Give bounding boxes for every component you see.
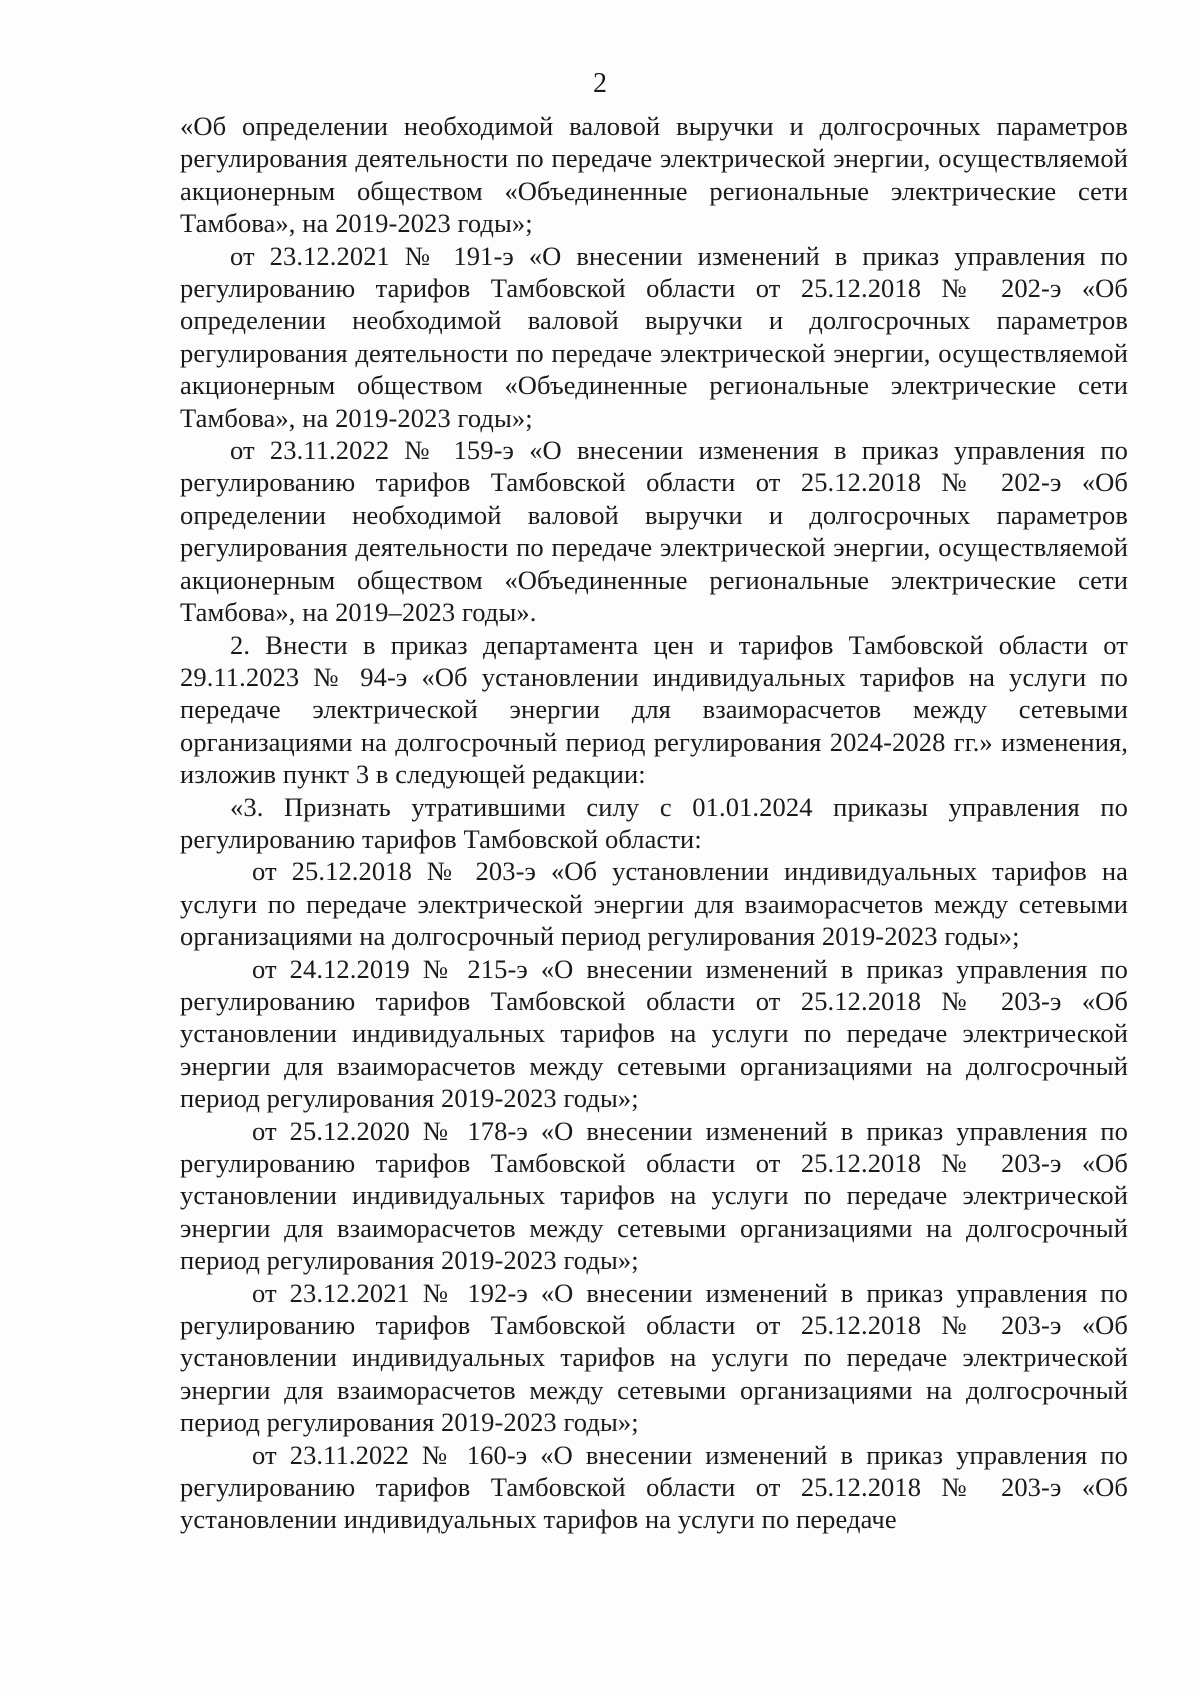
paragraph-order-160: от 23.11.2022 № 160-э «О внесении изменений в приказ управления по регулированию тарифов Тамбовской области от 25.12.2018 № 203-э «Об установлении индивидуальных тарифов на услуги по передаче — [180, 1439, 1128, 1535]
paragraph-continuation: «Об определении необходимой валовой выручки и долгосрочных параметров регулирования деятельности по передаче электрической энергии, осуществляемой акционерным обществом «Объединенные региональные электрические сети Тамбова», на 2019-2023 годы»; — [180, 111, 1128, 239]
paragraph-order-192: от 23.12.2021 № 192-э «О внесении изменений в приказ управления по регулированию тарифов Тамбовской области от 25.12.2018 № 203-э «Об установлении индивидуальных тарифов на услуги по передаче электрической энергии для взаиморасчетов между сетевыми организациями на долгосрочный период регулирования 2019-2023 годы»; — [180, 1277, 1128, 1438]
paragraph-order-159: от 23.11.2022 № 159-э «О внесении изменения в приказ управления по регулированию тарифов Тамбовской области от 25.12.2018 № 202-э «Об определении необходимой валовой выручки и долгосрочных параметров регулирования деятельности по передаче электрической энергии, осуществляемой акционерным обществом «Объединенные региональные электрические сети Тамбова», на 2019–2023 годы». — [180, 435, 1128, 628]
page-number: 2 — [593, 68, 607, 99]
paragraph-order-215: от 24.12.2019 № 215-э «О внесении изменений в приказ управления по регулированию тарифов Тамбовской области от 25.12.2018 № 203-э «Об установлении индивидуальных тарифов на услуги по передаче электрической энергии для взаиморасчетов между сетевыми организациями на долгосрочный период регулирования 2019-2023 годы»; — [180, 953, 1128, 1114]
document-body — [180, 110, 1128, 1536]
paragraph-order-178: от 25.12.2020 № 178-э «О внесении изменений в приказ управления по регулированию тарифов Тамбовской области от 25.12.2018 № 203-э «Об установлении индивидуальных тарифов на услуги по передаче электрической энергии для взаиморасчетов между сетевыми организациями на долгосрочный период регулирования 2019-2023 годы»; — [180, 1115, 1128, 1276]
paragraph-item-2: 2. Внести в приказ департамента цен и тарифов Тамбовской области от 29.11.2023 № 94-э «Об установлении индивидуальных тарифов на услуги по передаче электрической энергии для взаиморасчетов между сетевыми организациями на долгосрочный период регулирования 2024-2028 гг.» изменения, изложив пункт 3 в следующей редакции: — [180, 629, 1128, 790]
paragraph-order-203: от 25.12.2018 № 203-э «Об установлении индивидуальных тарифов на услуги по передаче электрической энергии для взаиморасчетов между сетевыми организациями на долгосрочный период регулирования 2019-2023 годы»; — [180, 856, 1128, 952]
paragraph-order-191: от 23.12.2021 № 191-э «О внесении изменений в приказ управления по регулированию тарифов Тамбовской области от 25.12.2018 № 202-э «Об определении необходимой валовой выручки и долгосрочных параметров регулирования деятельности по передаче электрической энергии, осуществляемой акционерным обществом «Объединенные региональные электрические сети Тамбова», на 2019-2023 годы»; — [180, 240, 1128, 433]
paragraph-item-3: «3. Признать утратившими силу с 01.01.2024 приказы управления по регулированию тарифов Тамбовской области: — [180, 791, 1128, 854]
